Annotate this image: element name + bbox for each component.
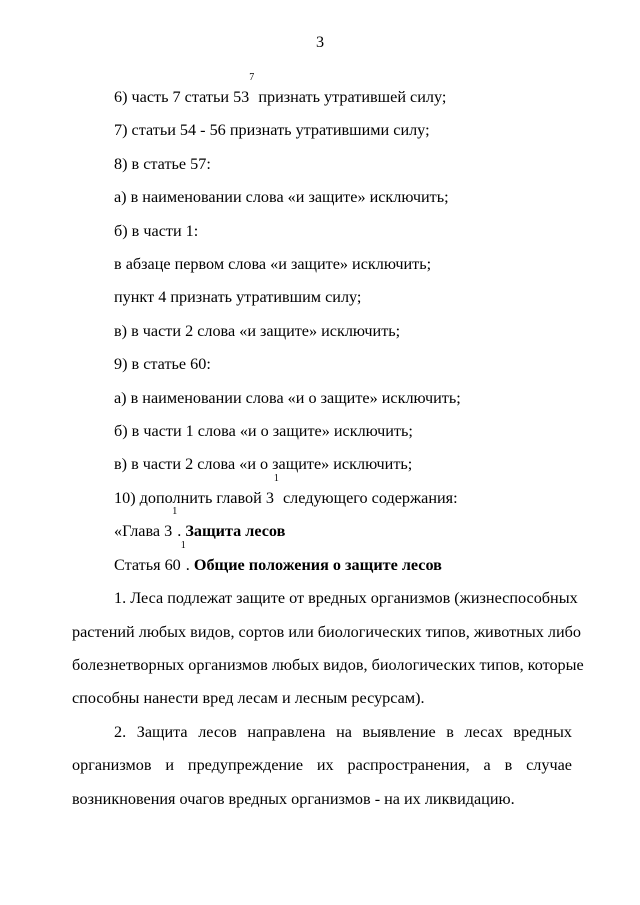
item-text: 6) часть 7 статьи 53 <box>114 88 250 106</box>
item-text: «Глава 3 <box>114 522 173 541</box>
item-text: пункт 4 признать утратившим силу; <box>114 288 362 307</box>
item-text: 7) статьи 54 - 56 признать утратившими силу; <box>114 121 430 140</box>
list-item <box>72 215 572 248</box>
item-text: 8) в статье 57: <box>114 154 211 173</box>
paragraph-line: возникновения очагов вредных организмов - на их ликвидацию. <box>72 789 515 808</box>
item-text: в) в части 2 слова «и о защите» исключить; <box>114 455 413 474</box>
list-item <box>72 181 572 214</box>
paragraph <box>72 716 572 816</box>
list-item <box>72 72 572 114</box>
list-item <box>72 415 572 448</box>
item-text-after: . <box>177 522 186 541</box>
item-text: в абзаце первом слова «и защите» исключить; <box>114 255 432 274</box>
paragraph-line: организмов и предупреждение их распространения, а в случае <box>72 756 572 775</box>
list-item <box>72 348 572 381</box>
item-heading-bold: Защита лесов <box>185 522 286 541</box>
paragraph-line: 1. Леса подлежат защите от вредных организмов (жизнеспособных <box>114 589 578 608</box>
superscript: 7 <box>249 72 255 83</box>
paragraph-line: растений любых видов, сортов или биологических типов, животных либо <box>72 622 581 641</box>
list-item <box>72 382 572 415</box>
paragraph-line: болезнетворных организмов любых видов, биологических типов, которые <box>72 655 584 674</box>
page-number: 3 <box>315 33 325 51</box>
list-item <box>72 315 572 348</box>
paragraph-line: способны нанести вред лесам и лесным ресурсам). <box>72 689 425 708</box>
item-text: 10) дополнить главой 3 <box>114 488 274 507</box>
item-text-after: . <box>185 555 194 574</box>
superscript: 1 <box>180 539 186 551</box>
superscript: 1 <box>172 506 178 518</box>
item-text: в) в части 2 слова «и защите» исключить; <box>114 321 401 340</box>
item-text: Статья 60 <box>114 555 181 574</box>
item-text-after: следующего содержания: <box>278 488 458 507</box>
list-item <box>72 114 572 147</box>
paragraph <box>72 582 584 716</box>
item-heading-bold: Общие положения о защите лесов <box>193 555 442 574</box>
paragraph-line: 2. Защита лесов направлена на выявление в лесах вредных <box>114 722 572 741</box>
list-item <box>72 281 572 314</box>
item-text: 9) в статье 60: <box>114 355 211 374</box>
list-item <box>72 472 572 518</box>
item-text: б) в части 1: <box>114 221 199 240</box>
item-text: а) в наименовании слова «и о защите» исключить; <box>114 388 461 407</box>
list-item <box>72 248 572 281</box>
superscript: 1 <box>273 472 279 484</box>
list-item <box>72 148 572 181</box>
list-item <box>72 448 572 481</box>
list-item <box>72 539 572 582</box>
list-item <box>72 506 572 548</box>
item-text: а) в наименовании слова «и защите» исключить; <box>114 188 449 207</box>
document-body <box>72 72 584 816</box>
item-text-after: признать утратившей силу; <box>254 88 447 106</box>
item-text: б) в части 1 слова «и о защите» исключить; <box>114 422 413 441</box>
